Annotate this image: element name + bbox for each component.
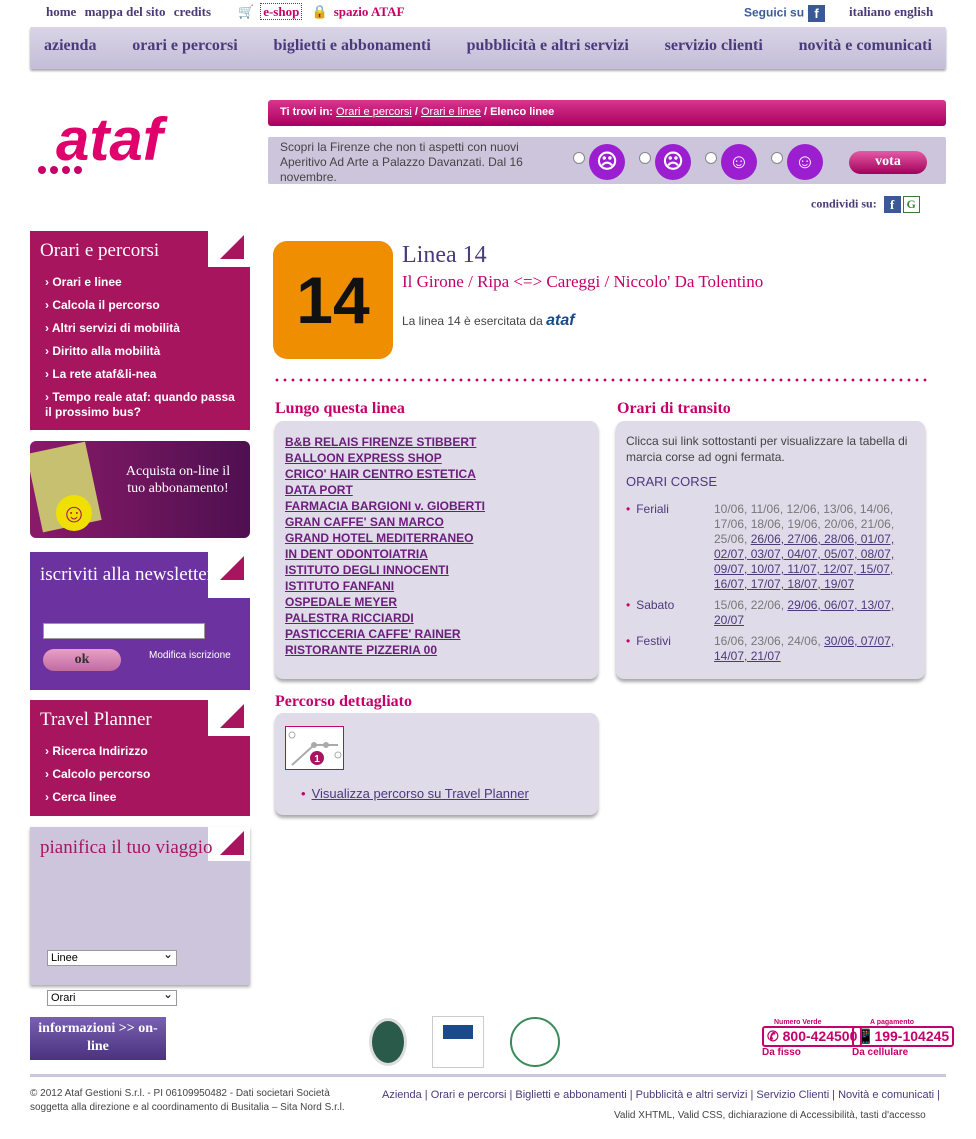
phone2-bottom-label: Da cellulare: [852, 1047, 909, 1058]
sabato-dates: 15/06, 22/06, 29/06, 06/07, 13/07, 20/07: [714, 598, 895, 627]
follow-us: [744, 5, 825, 22]
sidebar-item-tempo-reale[interactable]: › Tempo reale ataf: quando passa il prossimo bus?: [45, 390, 235, 419]
nav-pubblicita[interactable]: pubblicità e altri servizi: [466, 37, 629, 54]
travel-planner-header: [30, 700, 250, 736]
stop-link[interactable]: GRAN CAFFE' SAN MARCO: [285, 515, 444, 529]
festivi-date-links[interactable]: 30/06, 07/07, 14/07, 21/07: [714, 634, 895, 663]
breadcrumb-prefix: Ti trovi in:: [280, 106, 333, 118]
sidebar-item-calcola[interactable]: › Calcola il percorso: [45, 298, 160, 312]
share-bar: [811, 196, 920, 213]
dotted-divider: [273, 378, 929, 382]
phone1-bottom-label: Da fisso: [762, 1047, 801, 1058]
travel-planner-title: Travel Planner: [40, 709, 152, 730]
lock-icon: 🔒: [311, 4, 328, 19]
nav-novita[interactable]: novità e comunicati: [798, 37, 932, 54]
footer-link-biglietti[interactable]: Biglietti e abbonamenti: [515, 1089, 627, 1101]
feriali-label: • Feriali: [626, 502, 669, 516]
orari-panel: [616, 421, 925, 679]
top-links: [46, 4, 216, 20]
vote-radio-3[interactable]: [705, 152, 717, 164]
stop-link[interactable]: PASTICCERIA CAFFE' RAINER: [285, 627, 461, 641]
festivi-label: • Festivi: [626, 634, 671, 648]
festivi-dates: 16/06, 23/06, 24/06, 30/06, 07/07, 14/07, 21/07: [714, 634, 895, 663]
validity-links[interactable]: Valid XHTML, Valid CSS, dichiarazione di Accessibilità, tasti d'accesso: [614, 1110, 926, 1121]
orari-select[interactable]: Orari ⌄: [47, 990, 177, 1006]
spazio-ataf-link[interactable]: spazio ATAF: [333, 4, 405, 19]
smiley-icon: ☺: [56, 495, 92, 531]
line-route: Il Girone / Ripa <=> Careggi / Niccolo' Da Tolentino: [402, 272, 764, 291]
happy-face-icon: ☺: [787, 144, 823, 180]
language-switch: [849, 4, 933, 20]
nav-servizio[interactable]: servizio clienti: [664, 37, 763, 54]
svg-text:1: 1: [314, 754, 320, 765]
line-operator: [402, 312, 575, 330]
sidebar-item-ricerca-indirizzo[interactable]: › Ricerca Indirizzo: [45, 744, 148, 758]
modifica-iscrizione-link[interactable]: Modifica iscrizione: [149, 650, 231, 661]
footer-link-azienda[interactable]: Azienda: [382, 1089, 422, 1101]
pianifica-header: [30, 827, 250, 877]
route-map-thumbnail[interactable]: [285, 726, 344, 770]
footer-link-orari[interactable]: Orari e percorsi: [430, 1089, 507, 1101]
line-number-badge: 14: [273, 241, 393, 359]
stop-link[interactable]: RISTORANTE PIZZERIA 00: [285, 643, 438, 657]
pianifica-title: pianifica il tuo viaggio: [40, 837, 213, 858]
sidebar-item-rete[interactable]: › La rete ataf&li-nea: [45, 367, 157, 381]
facebook-share-icon[interactable]: f: [884, 196, 901, 213]
stop-link[interactable]: CRICO' HAIR CENTRO ESTETICA: [285, 467, 476, 481]
follow-label: Seguici su: [744, 5, 805, 20]
stop-link[interactable]: IN DENT ODONTOIATRIA: [285, 547, 428, 561]
line-operator-text: La linea 14 è esercitata da: [402, 314, 543, 328]
credits-link[interactable]: credits: [173, 4, 212, 19]
newsletter-box: [30, 552, 250, 690]
copyright: © 2012 Ataf Gestioni S.r.l. - PI 06109950482 - Dati societari Società soggetta alla direzione e al coordinamento di Busitalia – Sita Nord S.r.l.: [30, 1088, 345, 1113]
google-share-icon[interactable]: G: [903, 196, 920, 213]
sabato-date-links[interactable]: 29/06, 06/07, 13/07, 20/07: [714, 598, 895, 627]
facebook-icon[interactable]: f: [808, 5, 825, 22]
quality-certification-icon: [510, 1017, 560, 1067]
percorso-title: Percorso dettagliato: [275, 693, 412, 710]
sidebar-orari-title: Orari e percorsi: [40, 240, 160, 261]
vote-radio-4[interactable]: [771, 152, 783, 164]
footer-link-pubblicita[interactable]: Pubblicità e altri servizi: [635, 1089, 748, 1101]
nav-biglietti[interactable]: biglietti e abbonamenti: [273, 37, 431, 54]
newsletter-title: iscriviti alla newsletter: [40, 564, 214, 585]
travel-planner-box: [30, 700, 250, 816]
newsletter-email-input[interactable]: [43, 623, 205, 639]
stop-link[interactable]: ISTITUTO DEGLI INNOCENTI: [285, 563, 449, 577]
corner-triangle-icon: [208, 231, 250, 267]
sidebar-item-altri-servizi[interactable]: › Altri servizi di mobilità: [45, 321, 180, 335]
vote-radio-2[interactable]: [639, 152, 651, 164]
travel-planner-link[interactable]: • Visualizza percorso su Travel Planner: [301, 786, 529, 801]
breadcrumb-orari-percorsi[interactable]: Orari e percorsi: [336, 106, 412, 118]
dnv-certification-icon: [432, 1016, 484, 1068]
orari-title: Orari di transito: [617, 400, 731, 417]
numero-verde: [762, 1019, 862, 1058]
feriali-date-links[interactable]: 26/06, 27/06, 28/06, 01/07, 02/07, 03/07, 04/07, 05/07, 08/07, 09/07, 10/07, 11/07, 12/07, 15/07, 16/07, 17/07, 18/07, 19/07: [714, 532, 895, 591]
sidebar-item-calcolo-percorso[interactable]: › Calcolo percorso: [45, 767, 151, 781]
sidebar-orari-header: [30, 231, 250, 267]
shop-links: [238, 4, 410, 20]
stop-link[interactable]: OSPEDALE MEYER: [285, 595, 398, 609]
cart-icon: 🛒: [238, 4, 255, 19]
corner-triangle-icon: [208, 552, 250, 598]
promo-bar: [268, 137, 946, 184]
vote-button[interactable]: vota: [849, 151, 927, 174]
phone1-number[interactable]: ✆ 800-424500: [762, 1026, 862, 1047]
stop-link[interactable]: GRAND HOTEL MEDITERRANEO: [285, 531, 474, 545]
footer-link-servizio[interactable]: Servizio Clienti: [756, 1089, 830, 1101]
newsletter-header: [30, 552, 250, 598]
sitemap-link[interactable]: mappa del sito: [84, 4, 166, 19]
sad-face-icon: ☹: [655, 144, 691, 180]
orari-intro: Clicca sui link sottostanti per visualizzare la tabella di marcia corse ad ogni fermata.: [626, 434, 908, 464]
linee-select[interactable]: Linee ⌄: [47, 950, 177, 966]
stop-link[interactable]: BALLOON EXPRESS SHOP: [285, 451, 442, 465]
line-title: Linea 14: [402, 242, 487, 268]
lang-english[interactable]: english: [894, 4, 934, 19]
sidebar-item-diritto[interactable]: › Diritto alla mobilità: [45, 344, 161, 358]
abbonamento-banner[interactable]: [30, 441, 250, 538]
stop-link[interactable]: B&B RELAIS FIRENZE STIBBERT: [285, 435, 477, 449]
footer-links: Azienda | Orari e percorsi | Biglietti e abbonamenti | Pubblicità e altri servizi | Servizio Clienti | Novità e comunicati |: [382, 1089, 940, 1101]
footer-link-novita[interactable]: Novità e comunicati: [838, 1089, 935, 1101]
promo-text: Scopri la Firenze che non ti aspetti con nuovi Aperitivo Ad Arte a Palazzo Davanzati. Dal 16 novembre.: [280, 140, 523, 184]
abbonamento-text: Acquista on-line il tuo abbonamento!: [125, 464, 231, 496]
phone2-number[interactable]: 📱199-104245: [852, 1026, 954, 1047]
orari-subtitle: ORARI CORSE: [626, 474, 718, 489]
corner-triangle-icon: [208, 700, 250, 736]
newsletter-ok-button[interactable]: ok: [43, 649, 121, 671]
phone1-top-label: Numero Verde: [774, 1019, 822, 1026]
sidebar-item-cerca-linee[interactable]: › Cerca linee: [45, 790, 117, 804]
sidebar-orari-box: [30, 231, 250, 430]
share-label: condividi su:: [811, 196, 877, 211]
stops-panel: [275, 421, 598, 679]
ataf-logo[interactable]: [36, 92, 206, 180]
stop-link[interactable]: ISTITUTO FANFANI: [285, 579, 395, 593]
footer-divider: [30, 1074, 946, 1077]
corner-triangle-icon: [208, 827, 250, 861]
main-nav: [30, 27, 946, 69]
stop-link[interactable]: FARMACIA BARGIONI v. GIOBERTI: [285, 499, 486, 513]
pianifica-box: [30, 827, 250, 1004]
sidebar-item-orari-linee[interactable]: › Orari e linee: [45, 275, 122, 289]
vote-radio-1[interactable]: [573, 152, 585, 164]
lungo-title: Lungo questa linea: [275, 400, 405, 417]
numero-pagamento: [852, 1019, 954, 1058]
accredia-badge-icon: [369, 1018, 407, 1066]
phone2-top-label: A pagamento: [870, 1019, 915, 1026]
svg-text:ataf: ataf: [56, 106, 163, 173]
ataf-small-logo: ataf: [546, 312, 575, 329]
breadcrumb-orari-linee[interactable]: Orari e linee: [421, 106, 481, 118]
informazioni-online-button[interactable]: informazioni >> on-line: [30, 1017, 166, 1060]
breadcrumb: Ti trovi in: Orari e percorsi / Orari e linee / Elenco linee: [268, 100, 946, 126]
sabato-label: • Sabato: [626, 598, 675, 612]
stop-link[interactable]: DATA PORT: [285, 483, 353, 497]
neutral-face-icon: ☺: [721, 144, 757, 180]
percorso-panel: [275, 713, 598, 815]
lang-italiano[interactable]: italiano: [849, 4, 891, 19]
nav-orari[interactable]: orari e percorsi: [132, 37, 238, 54]
home-link[interactable]: home: [46, 4, 77, 19]
feriali-dates: 10/06, 11/06, 12/06, 13/06, 14/06, 17/06, 18/06, 19/06, 20/06, 21/06, 25/06, 26/06, 27/06, 28/06, 01/07, 02/07, 03/07, 04/07, 05/07, 08/07, 09/07, 10/07, 11/07, 12/07, 15/07, 16/07, 17/07, 18/07, 19/07: [714, 502, 895, 591]
angry-face-icon: ☹: [589, 144, 625, 180]
stop-link[interactable]: PALESTRA RICCIARDI: [285, 611, 414, 625]
nav-azienda[interactable]: azienda: [44, 37, 97, 54]
eshop-link[interactable]: e-shop: [260, 3, 302, 20]
breadcrumb-current: Elenco linee: [490, 106, 555, 118]
